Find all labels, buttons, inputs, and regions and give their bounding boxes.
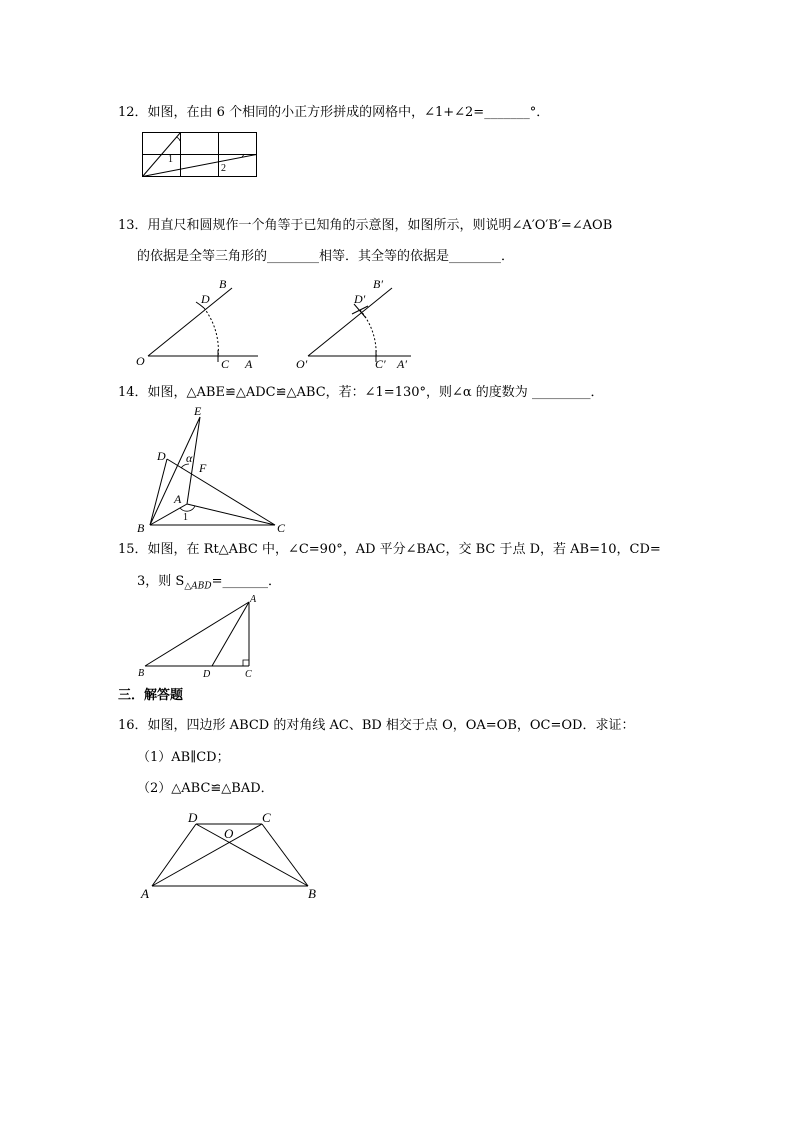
- q13-label-B: B: [219, 277, 227, 291]
- q16-label-D: D: [188, 810, 198, 825]
- q13-label-O: O: [136, 354, 145, 368]
- q14-label-1: 1: [183, 512, 188, 523]
- q14-label-alpha: α: [186, 451, 193, 465]
- q13-label-C: C: [221, 357, 230, 371]
- q14-label-C: C: [277, 521, 286, 535]
- q15-label-B: B: [138, 668, 145, 679]
- q16-figure: [138, 808, 328, 900]
- q13-line1: 13．用直尺和圆规作一个角等于已知角的示意图，如图所示，则说明∠A′O′B′=∠AOB: [118, 218, 613, 233]
- q16-part1: （1）AB∥CD；: [137, 750, 230, 765]
- q16-label-O: O: [224, 826, 234, 841]
- section3-title: 三．解答题: [118, 688, 184, 703]
- q13-label-C-prime: C′: [375, 357, 386, 371]
- q16-label-A: A: [141, 886, 149, 901]
- q13-figure-right: [296, 278, 426, 374]
- q13-label-B-prime: B′: [373, 277, 383, 291]
- q15-label-C: C: [245, 669, 252, 680]
- q15-line2-pre: 3，则 S: [137, 574, 185, 589]
- q13-label-O-prime: O′: [296, 357, 308, 371]
- q13-label-A-prime: A′: [397, 357, 407, 371]
- q12-angle2-label: 2: [221, 163, 226, 174]
- q13-label-A: A: [245, 357, 253, 371]
- q14-label-B: B: [137, 521, 145, 535]
- q14-label-E: E: [194, 404, 202, 418]
- q13-figure-left: [136, 278, 266, 374]
- q15-label-D: D: [203, 669, 211, 680]
- q12-text: 12．如图，在由 6 个相同的小正方形拼成的网格中，∠1+∠2=_______°．: [118, 105, 550, 120]
- q15-line1: 15．如图，在 Rt△ABC 中，∠C=90°，AD 平分∠BAC，交 BC 于点 D，若 AB=10，CD=: [118, 542, 661, 557]
- q13-label-D: D: [201, 292, 210, 306]
- q13-line2: 的依据是全等三角形的________相等．其全等的依据是________．: [137, 249, 515, 264]
- q14-label-D: D: [157, 449, 166, 463]
- q16-label-C: C: [262, 810, 271, 825]
- q13-label-D-prime: D′: [354, 292, 366, 306]
- q12-angle1-label: 1: [168, 154, 173, 165]
- q14-label-A: A: [174, 492, 182, 506]
- q14-figure: [135, 404, 295, 534]
- q14-text: 14．如图，△ABE≌△ADC≌△ABC，若：∠1=130°，则∠α 的度数为 _________．: [118, 385, 604, 400]
- q15-line2-post: =_______．: [211, 574, 281, 589]
- q15-figure: [135, 592, 265, 680]
- q14-label-F: F: [199, 461, 207, 475]
- q16-line1: 16．如图，四边形 ABCD 的对角线 AC、BD 相交于点 O，OA=OB，OC=OD．求证：: [118, 718, 635, 733]
- q15-label-A: A: [250, 594, 257, 605]
- q12-grid-figure: [142, 132, 258, 178]
- q16-label-B: B: [308, 886, 316, 901]
- q15-area-subscript: △ABD: [184, 581, 212, 592]
- q16-part2: （2）△ABC≌△BAD．: [137, 781, 274, 796]
